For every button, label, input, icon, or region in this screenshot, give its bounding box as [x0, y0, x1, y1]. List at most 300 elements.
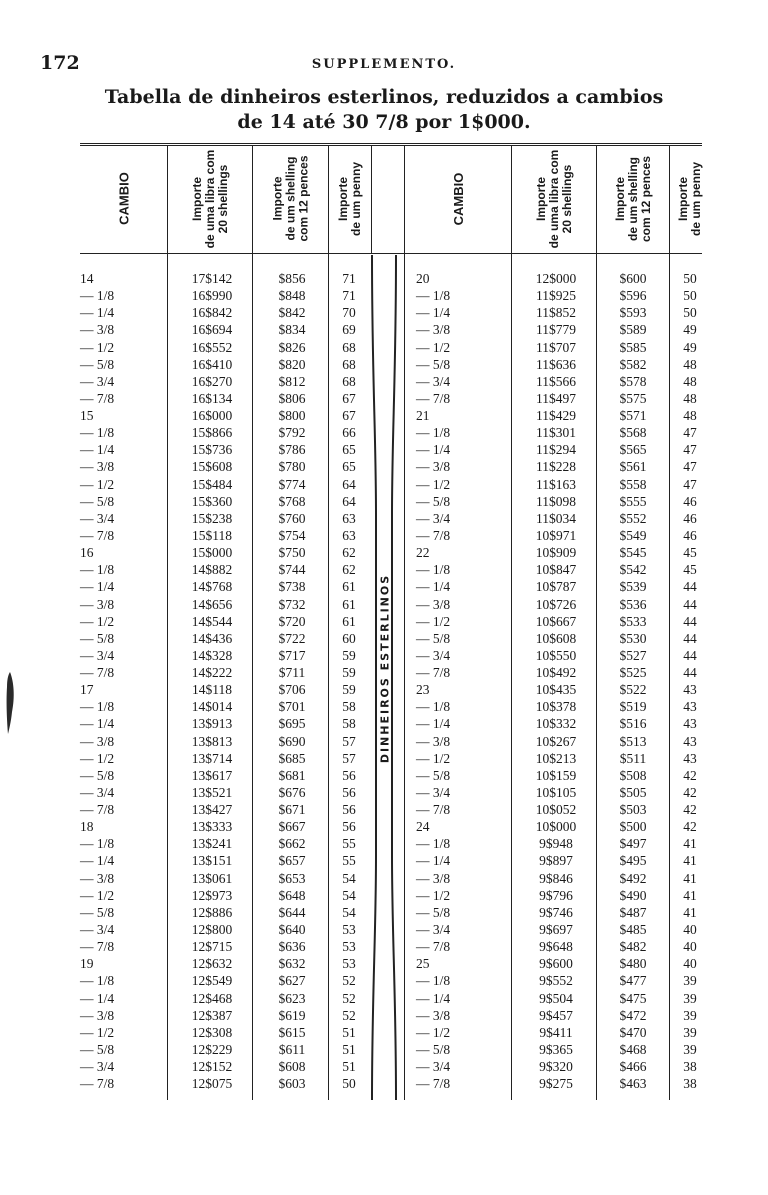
- libra-cell: 16$990: [191, 288, 233, 304]
- shelling-cell: $596: [619, 288, 647, 304]
- cambio-cell: — 3/4: [416, 1059, 451, 1074]
- penny-cell: 62: [342, 562, 356, 578]
- shelling-cell: $856: [278, 271, 306, 286]
- libra-cell: 10$267: [535, 733, 577, 749]
- shelling-cell: $487: [619, 904, 647, 920]
- cambio-cell: 18: [80, 819, 94, 835]
- header-line: Importe: [270, 176, 285, 221]
- libra-cell: 16$000: [191, 408, 233, 423]
- libra-cell: 15$238: [191, 510, 233, 526]
- penny-cell: 48: [683, 408, 697, 423]
- libra-cell: 9$846: [539, 870, 573, 886]
- cambio-cell: — 3/8: [80, 596, 115, 612]
- header-libra-text: [191, 150, 230, 249]
- libra-cell: 15$000: [191, 545, 233, 561]
- shelling-cell: $611: [278, 1041, 306, 1057]
- penny-cell: 47: [683, 459, 697, 475]
- cambio-cell: — 1/4: [80, 579, 115, 595]
- penny-cell: 54: [342, 904, 356, 920]
- penny-cell: 51: [342, 1024, 356, 1040]
- penny-cell: 48: [683, 390, 697, 406]
- cambio-cell: — 1/4: [80, 853, 115, 869]
- column-divider: [669, 145, 670, 1100]
- penny-cell: 69: [342, 322, 356, 338]
- table-title-line-2: de 14 até 30 7/8 por 1$000.: [237, 111, 531, 133]
- penny-cell: 59: [342, 682, 356, 698]
- shelling-cell: $549: [619, 528, 647, 543]
- shelling-cell: $545: [619, 545, 647, 561]
- cambio-cell: — 3/8: [80, 459, 115, 475]
- header-line: de um shelling: [625, 157, 640, 242]
- shelling-cell: $701: [278, 699, 306, 715]
- libra-cell: 10$492: [535, 665, 577, 680]
- libra-cell: 12$886: [191, 904, 233, 920]
- cambio-cell: — 1/8: [416, 973, 451, 989]
- shelling-cell: $533: [619, 613, 647, 629]
- libra-cell: 10$726: [535, 596, 577, 612]
- penny-cell: 53: [342, 921, 356, 937]
- penny-cell: 70: [342, 305, 356, 321]
- shelling-cell: $812: [278, 373, 306, 389]
- penny-cell: 59: [342, 647, 356, 663]
- penny-cell: 40: [683, 921, 697, 937]
- header-shelling-left: [253, 145, 328, 253]
- libra-cell: 9$365: [539, 1041, 573, 1057]
- cambio-cell: — 1/8: [80, 699, 115, 715]
- column-divider: [511, 145, 512, 1100]
- cambio-cell: 15: [80, 408, 94, 423]
- cambio-cell: — 1/8: [416, 699, 451, 715]
- penny-cell: 56: [342, 802, 356, 817]
- cambio-cell: 21: [416, 408, 430, 423]
- cambio-cell: — 3/4: [80, 510, 115, 526]
- banner-text: DINHEIROS ESTERLINOS: [378, 573, 392, 764]
- cambio-cell: — 5/8: [416, 356, 451, 372]
- penny-cell: 41: [683, 870, 697, 886]
- cambio-cell: — 1/2: [80, 750, 115, 766]
- header-libra-left: [168, 145, 252, 253]
- shelling-cell: $750: [278, 545, 306, 561]
- shelling-cell: $558: [619, 476, 647, 492]
- cambio-cell: — 1/4: [80, 990, 115, 1006]
- cambio-cell: — 3/4: [80, 921, 115, 937]
- shelling-cell: $519: [619, 699, 647, 715]
- cambio-cell: — 1/8: [80, 973, 115, 989]
- cambio-cell: — 3/4: [416, 784, 451, 800]
- cambio-cell: — 1/8: [80, 425, 115, 441]
- penny-cell: 61: [342, 596, 356, 612]
- cambio-cell: — 1/2: [416, 750, 451, 766]
- page-number: 172: [40, 52, 80, 74]
- column-divider: [404, 145, 405, 1100]
- libra-cell: 11$429: [536, 408, 576, 423]
- penny-cell: 58: [342, 699, 356, 715]
- penny-cell: 67: [342, 408, 356, 423]
- cambio-cell: — 3/8: [416, 1007, 451, 1023]
- libra-cell: 10$787: [535, 579, 577, 595]
- penny-cell: 42: [683, 802, 697, 817]
- libra-cell: 11$779: [536, 322, 576, 338]
- header-cambio-right: [405, 145, 511, 253]
- column-divider: [167, 145, 168, 1100]
- cambio-cell: 23: [416, 682, 430, 698]
- penny-cell: 50: [683, 305, 697, 321]
- shelling-cell: $522: [619, 682, 647, 698]
- cambio-cell: — 3/4: [416, 921, 451, 937]
- libra-cell: 12$973: [191, 887, 233, 903]
- cambio-cell: — 5/8: [416, 1041, 451, 1057]
- cambio-cell: — 3/4: [80, 647, 115, 663]
- penny-cell: 39: [683, 973, 697, 989]
- penny-cell: 71: [342, 288, 356, 304]
- libra-cell: 12$715: [191, 939, 233, 955]
- libra-cell: 9$648: [539, 939, 573, 955]
- header-line: Importe: [612, 177, 627, 222]
- libra-cell: 15$736: [191, 442, 233, 458]
- libra-cell: 12$000: [535, 271, 577, 286]
- cambio-cell: — 3/8: [80, 1007, 115, 1023]
- shelling-cell: $485: [619, 921, 647, 937]
- penny-cell: 63: [342, 510, 356, 526]
- cambio-cell: — 5/8: [80, 767, 115, 783]
- libra-cell: 9$796: [539, 887, 573, 903]
- shelling-cell: $717: [278, 647, 306, 663]
- libra-cell: 14$436: [191, 630, 233, 646]
- header-line: 20 shellings: [559, 164, 574, 234]
- penny-cell: 43: [683, 682, 697, 698]
- shelling-cell: $508: [619, 767, 647, 783]
- libra-cell: 11$852: [536, 305, 576, 321]
- cambio-cell: 20: [416, 271, 430, 286]
- penny-cell: 38: [683, 1059, 697, 1074]
- cambio-cell: — 1/2: [416, 887, 451, 903]
- cambio-cell: — 5/8: [416, 630, 451, 646]
- cambio-cell: — 1/2: [416, 476, 451, 492]
- penny-cell: 44: [683, 647, 697, 663]
- running-head: SUPPLEMENTO.: [311, 57, 457, 72]
- penny-cell: 65: [342, 459, 356, 475]
- cambio-cell: — 7/8: [416, 939, 451, 955]
- shelling-cell: $536: [619, 596, 647, 612]
- header-cambio-left: [80, 145, 167, 253]
- header-libra-right: [512, 145, 596, 253]
- libra-cell: 14$014: [191, 699, 233, 715]
- shelling-cell: $671: [278, 802, 306, 817]
- column-divider: [328, 145, 329, 1100]
- penny-cell: 52: [342, 1007, 356, 1023]
- shelling-cell: $575: [619, 390, 647, 406]
- cambio-cell: — 1/4: [416, 579, 451, 595]
- penny-cell: 64: [342, 476, 356, 492]
- cambio-cell: — 7/8: [416, 390, 451, 406]
- header-cambio-text: CAMBIO: [116, 172, 132, 225]
- cambio-cell: 19: [80, 956, 94, 972]
- libra-cell: 9$897: [539, 853, 573, 869]
- shelling-cell: $477: [619, 973, 647, 989]
- shelling-cell: $786: [278, 442, 306, 458]
- cambio-cell: — 3/4: [416, 510, 451, 526]
- column-divider: [252, 145, 253, 1100]
- shelling-cell: $800: [278, 408, 306, 423]
- cambio-cell: — 3/8: [80, 733, 115, 749]
- shelling-cell: $732: [278, 596, 306, 612]
- libra-cell: 9$948: [539, 836, 573, 852]
- libra-cell: 12$308: [191, 1024, 233, 1040]
- cambio-cell: — 7/8: [416, 802, 451, 817]
- shelling-cell: $472: [619, 1007, 647, 1023]
- libra-cell: 11$925: [536, 288, 576, 304]
- shelling-cell: $539: [619, 579, 647, 595]
- cambio-cell: — 7/8: [416, 665, 451, 680]
- penny-cell: 45: [683, 562, 697, 578]
- penny-cell: 39: [683, 1024, 697, 1040]
- shelling-cell: $623: [278, 990, 306, 1006]
- shelling-cell: $555: [619, 493, 647, 509]
- cambio-cell: — 5/8: [80, 1041, 115, 1057]
- penny-cell: 46: [683, 493, 697, 509]
- shelling-cell: $738: [278, 579, 306, 595]
- shelling-cell: $525: [619, 665, 647, 680]
- penny-cell: 43: [683, 733, 697, 749]
- penny-cell: 40: [683, 939, 697, 955]
- libra-cell: 9$504: [539, 990, 573, 1006]
- cambio-cell: — 3/4: [416, 647, 451, 663]
- libra-cell: 12$075: [191, 1076, 233, 1092]
- penny-cell: 43: [683, 716, 697, 732]
- libra-cell: 11$636: [536, 356, 576, 372]
- header-penny-text: [337, 162, 363, 236]
- libra-cell: 11$163: [536, 476, 576, 492]
- header-cambio-text: CAMBIO: [450, 172, 466, 226]
- cambio-cell: — 3/8: [416, 459, 451, 475]
- penny-cell: 40: [683, 956, 697, 972]
- libra-cell: 16$842: [191, 305, 233, 321]
- shelling-cell: $603: [278, 1076, 306, 1092]
- shelling-cell: $711: [278, 665, 306, 680]
- cambio-cell: — 1/8: [416, 562, 451, 578]
- cambio-cell: — 3/8: [80, 870, 115, 886]
- penny-cell: 52: [342, 990, 356, 1006]
- penny-cell: 41: [683, 853, 697, 869]
- penny-cell: 48: [683, 373, 697, 389]
- cambio-cell: — 7/8: [80, 390, 115, 406]
- libra-cell: 12$387: [191, 1007, 233, 1023]
- header-line: de uma libra com: [546, 149, 561, 249]
- libra-cell: 11$301: [536, 425, 576, 441]
- penny-cell: 62: [342, 545, 356, 561]
- penny-cell: 44: [683, 613, 697, 629]
- cambio-cell: — 1/2: [80, 339, 115, 355]
- header-penny-left: [329, 145, 371, 253]
- libra-cell: 11$566: [536, 373, 576, 389]
- libra-cell: 10$608: [535, 630, 577, 646]
- shelling-cell: $706: [278, 682, 306, 698]
- libra-cell: 12$800: [191, 921, 233, 937]
- penny-cell: 59: [342, 665, 356, 680]
- penny-cell: 64: [342, 493, 356, 509]
- shelling-cell: $774: [278, 476, 306, 492]
- shelling-cell: $768: [278, 493, 306, 509]
- penny-cell: 57: [342, 750, 356, 766]
- cambio-cell: — 7/8: [416, 528, 451, 543]
- cambio-cell: — 1/2: [416, 613, 451, 629]
- penny-cell: 55: [342, 853, 356, 869]
- shelling-cell: $552: [619, 510, 647, 526]
- libra-cell: 10$909: [535, 545, 577, 561]
- libra-cell: 10$435: [535, 682, 577, 698]
- libra-cell: 13$913: [191, 716, 233, 732]
- libra-cell: 10$378: [535, 699, 577, 715]
- shelling-cell: $582: [619, 356, 647, 372]
- column-divider: [596, 145, 597, 1100]
- libra-cell: 12$229: [191, 1041, 233, 1057]
- libra-cell: 9$275: [539, 1076, 573, 1092]
- shelling-cell: $568: [619, 425, 647, 441]
- cambio-cell: — 7/8: [80, 665, 115, 680]
- penny-cell: 41: [683, 887, 697, 903]
- penny-cell: 48: [683, 356, 697, 372]
- header-line: de um penny: [349, 162, 363, 237]
- libra-cell: 10$159: [535, 767, 577, 783]
- cambio-cell: — 1/8: [80, 836, 115, 852]
- penny-cell: 41: [683, 836, 697, 852]
- shelling-cell: $632: [278, 956, 306, 972]
- penny-cell: 39: [683, 1041, 697, 1057]
- cambio-cell: 24: [416, 819, 430, 835]
- libra-cell: 11$497: [536, 390, 576, 406]
- shelling-cell: $503: [619, 802, 647, 817]
- penny-cell: 39: [683, 990, 697, 1006]
- cambio-cell: — 7/8: [416, 1076, 451, 1092]
- cambio-cell: 17: [80, 682, 94, 698]
- shelling-cell: $482: [619, 939, 647, 955]
- penny-cell: 41: [683, 904, 697, 920]
- libra-cell: 12$152: [191, 1059, 233, 1074]
- shelling-cell: $497: [619, 836, 647, 852]
- libra-cell: 14$544: [191, 613, 233, 629]
- shelling-cell: $530: [619, 630, 647, 646]
- cambio-cell: 25: [416, 956, 430, 972]
- shelling-cell: $834: [278, 322, 306, 338]
- penny-cell: 39: [683, 1007, 697, 1023]
- cambio-cell: — 1/4: [80, 442, 115, 458]
- header-line: de um shelling: [283, 156, 298, 241]
- penny-cell: 60: [342, 630, 356, 646]
- libra-cell: 15$118: [192, 528, 232, 543]
- cambio-cell: — 5/8: [80, 630, 115, 646]
- header-penny-right: [670, 145, 710, 253]
- libra-cell: 13$617: [191, 767, 233, 783]
- libra-cell: 14$118: [192, 682, 232, 698]
- libra-cell: 9$320: [539, 1059, 573, 1074]
- shelling-cell: $653: [278, 870, 306, 886]
- shelling-cell: $636: [278, 939, 306, 955]
- shelling-cell: $826: [278, 339, 306, 355]
- penny-cell: 42: [683, 767, 697, 783]
- libra-cell: 16$694: [191, 322, 233, 338]
- libra-cell: 9$411: [539, 1024, 573, 1040]
- libra-cell: 10$847: [535, 562, 577, 578]
- libra-cell: 11$228: [536, 459, 576, 475]
- penny-cell: 44: [683, 630, 697, 646]
- libra-cell: 9$600: [539, 956, 573, 972]
- cambio-cell: — 3/8: [416, 870, 451, 886]
- penny-cell: 55: [342, 836, 356, 852]
- penny-cell: 58: [342, 716, 356, 732]
- cambio-cell: — 5/8: [80, 493, 115, 509]
- shelling-cell: $648: [278, 887, 306, 903]
- cambio-cell: 14: [80, 271, 94, 286]
- libra-cell: 14$768: [191, 579, 233, 595]
- penny-cell: 54: [342, 887, 356, 903]
- header-line: Importe: [336, 177, 350, 222]
- shelling-cell: $589: [619, 322, 647, 338]
- header-line: de uma libra com: [202, 149, 217, 249]
- cambio-cell: — 1/8: [80, 288, 115, 304]
- shelling-cell: $500: [619, 819, 647, 835]
- libra-cell: 12$549: [191, 973, 233, 989]
- cambio-cell: — 3/8: [416, 596, 451, 612]
- shelling-cell: $593: [619, 305, 647, 321]
- libra-cell: 12$468: [191, 990, 233, 1006]
- shelling-cell: $470: [619, 1024, 647, 1040]
- libra-cell: 13$521: [191, 784, 233, 800]
- penny-cell: 68: [342, 339, 356, 355]
- shelling-cell: $542: [619, 562, 647, 578]
- cambio-cell: — 1/2: [80, 1024, 115, 1040]
- shelling-cell: $780: [278, 459, 306, 475]
- penny-cell: 57: [342, 733, 356, 749]
- libra-cell: 10$550: [535, 647, 577, 663]
- shelling-cell: $466: [619, 1059, 647, 1074]
- libra-cell: 12$632: [191, 956, 233, 972]
- shelling-cell: $722: [278, 630, 306, 646]
- header-shelling-right: [597, 145, 669, 253]
- libra-cell: 15$608: [191, 459, 233, 475]
- cambio-cell: — 7/8: [80, 1076, 115, 1092]
- libra-cell: 11$294: [536, 442, 576, 458]
- shelling-cell: $527: [619, 647, 647, 663]
- header-shelling-text: [614, 156, 653, 242]
- penny-cell: 44: [683, 665, 697, 680]
- shelling-cell: $480: [619, 956, 647, 972]
- shelling-cell: $640: [278, 921, 306, 937]
- libra-cell: 16$410: [191, 356, 233, 372]
- cambio-cell: — 3/4: [80, 1059, 115, 1074]
- libra-cell: 14$328: [191, 647, 233, 663]
- shelling-cell: $848: [278, 288, 306, 304]
- shelling-cell: $463: [619, 1076, 647, 1092]
- shelling-cell: $490: [619, 887, 647, 903]
- penny-cell: 46: [683, 528, 697, 543]
- penny-cell: 68: [342, 356, 356, 372]
- penny-cell: 56: [342, 767, 356, 783]
- cambio-cell: — 5/8: [416, 767, 451, 783]
- libra-cell: 14$656: [191, 596, 233, 612]
- cambio-cell: — 1/4: [80, 716, 115, 732]
- shelling-cell: $720: [278, 613, 306, 629]
- cambio-cell: — 3/4: [80, 784, 115, 800]
- cambio-cell: — 1/2: [80, 476, 115, 492]
- penny-cell: 49: [683, 322, 697, 338]
- libra-cell: 13$813: [191, 733, 233, 749]
- cambio-cell: — 5/8: [80, 904, 115, 920]
- cambio-cell: — 1/8: [416, 836, 451, 852]
- cambio-cell: — 1/4: [416, 990, 451, 1006]
- cambio-cell: — 1/4: [80, 305, 115, 321]
- shelling-cell: $792: [278, 425, 306, 441]
- cambio-cell: — 7/8: [80, 802, 115, 817]
